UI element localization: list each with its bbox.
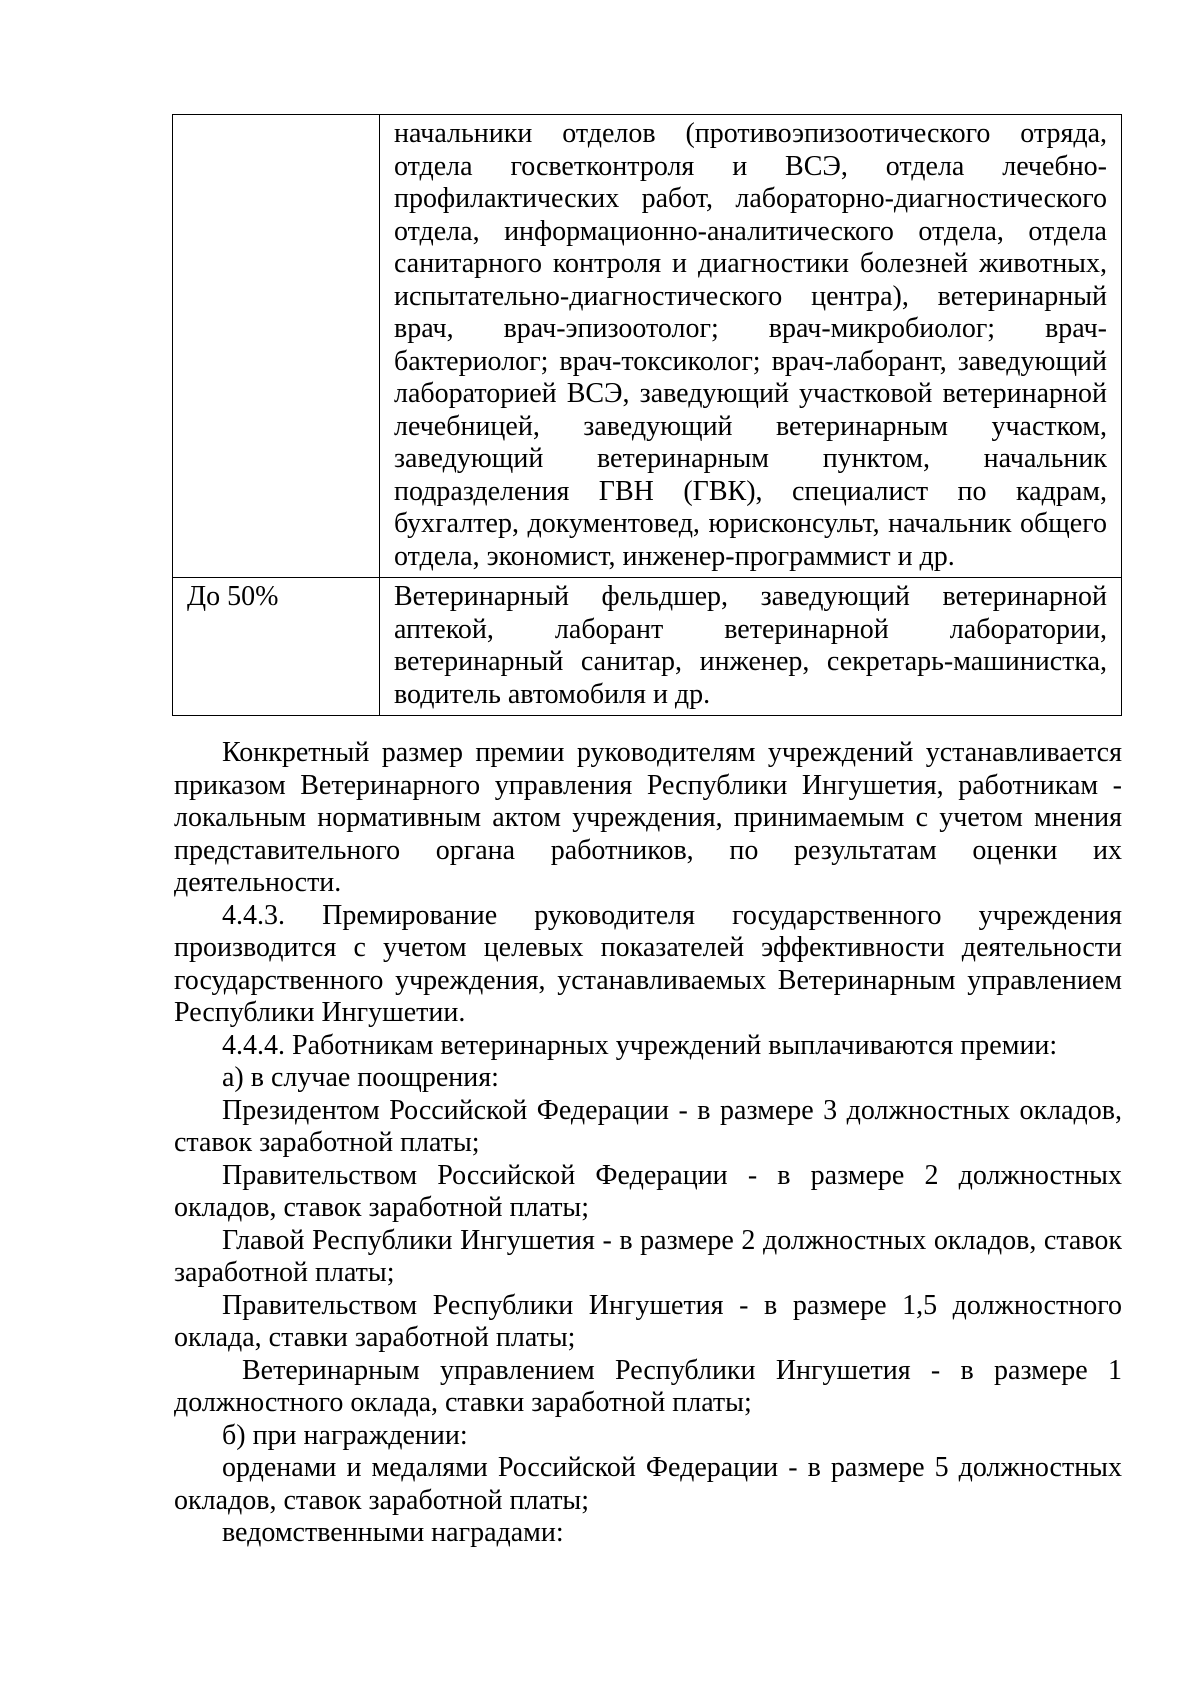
- document-body: [174, 737, 1122, 1550]
- table-row: [173, 578, 1122, 716]
- list-item: Главой Республики Ингушетия - в размере 2 должностных окладов, ставок заработной платы;: [174, 1224, 1122, 1288]
- list-heading-a: а) в случае поощрения:: [222, 1062, 499, 1093]
- paragraph-4-4-4: 4.4.4. Работникам ветеринарных учреждений выплачиваются премии:: [222, 1029, 1058, 1061]
- list-item: Президентом Российской Федерации - в размере 3 должностных окладов, ставок заработной платы;: [174, 1094, 1122, 1158]
- rate-cell: [173, 115, 380, 578]
- list-item: ведомственными наградами:: [222, 1517, 564, 1548]
- list-heading-b: б) при награждении:: [222, 1419, 468, 1451]
- list-item: Ветеринарным управлением Республики Ингушетия - в размере 1 должностного оклада, ставки заработной платы;: [174, 1354, 1122, 1418]
- positions-cell: начальники отделов (противоэпизоотического отряда, отдела госветконтроля и ВСЭ, отдела лечебно-профилактических работ, лабораторно-диагностического отдела, информационно-аналитического отдела, отдела санитарного контроля и диагностики болезней животных, испытательно-диагностического центра), ветеринарный врач, врач-эпизоотолог; врач-микробиолог; врач-бактериолог; врач-токсиколог; врач-лаборант, заведующий лабораторией ВСЭ, заведующий участковой ветеринарной лечебницей, заведующий ветеринарным участком, заведующий ветеринарным пунктом, начальник подразделения ГВН (ГВК), специалист по кадрам, бухгалтер, документовед, юрисконсульт, начальник общего отдела, экономист, инженер-программист и др.: [380, 115, 1122, 578]
- paragraph-bonus-amount: Конкретный размер премии руководителям учреждений устанавливается приказом Ветеринарного управления Республики Ингушетия, работникам - локальным нормативным актом учреждения, принимаемым с учетом мнения представительного органа работников, по результатам оценки их деятельности.: [174, 737, 1122, 898]
- bonus-rate-table: [172, 114, 1122, 716]
- list-item: Правительством Республики Ингушетия - в размере 1,5 должностного оклада, ставки заработной платы;: [174, 1289, 1122, 1353]
- rate-cell: До 50%: [173, 578, 380, 716]
- list-item: орденами и медалями Российской Федерации - в размере 5 должностных окладов, ставок заработной платы;: [174, 1452, 1122, 1516]
- table-row: [173, 115, 1122, 578]
- list-item: Правительством Российской Федерации - в размере 2 должностных окладов, ставок заработной платы;: [174, 1159, 1122, 1223]
- paragraph-4-4-3: 4.4.3. Премирование руководителя государственного учреждения производится с учетом целевых показателей эффективности деятельности государственного учреждения, устанавливаемых Ветеринарным управлением Республики Ингушетии.: [174, 899, 1122, 1028]
- positions-cell: Ветеринарный фельдшер, заведующий ветеринарной аптекой, лаборант ветеринарной лаборатории, ветеринарный санитар, инженер, секретарь-машинистка, водитель автомобиля и др.: [380, 578, 1122, 716]
